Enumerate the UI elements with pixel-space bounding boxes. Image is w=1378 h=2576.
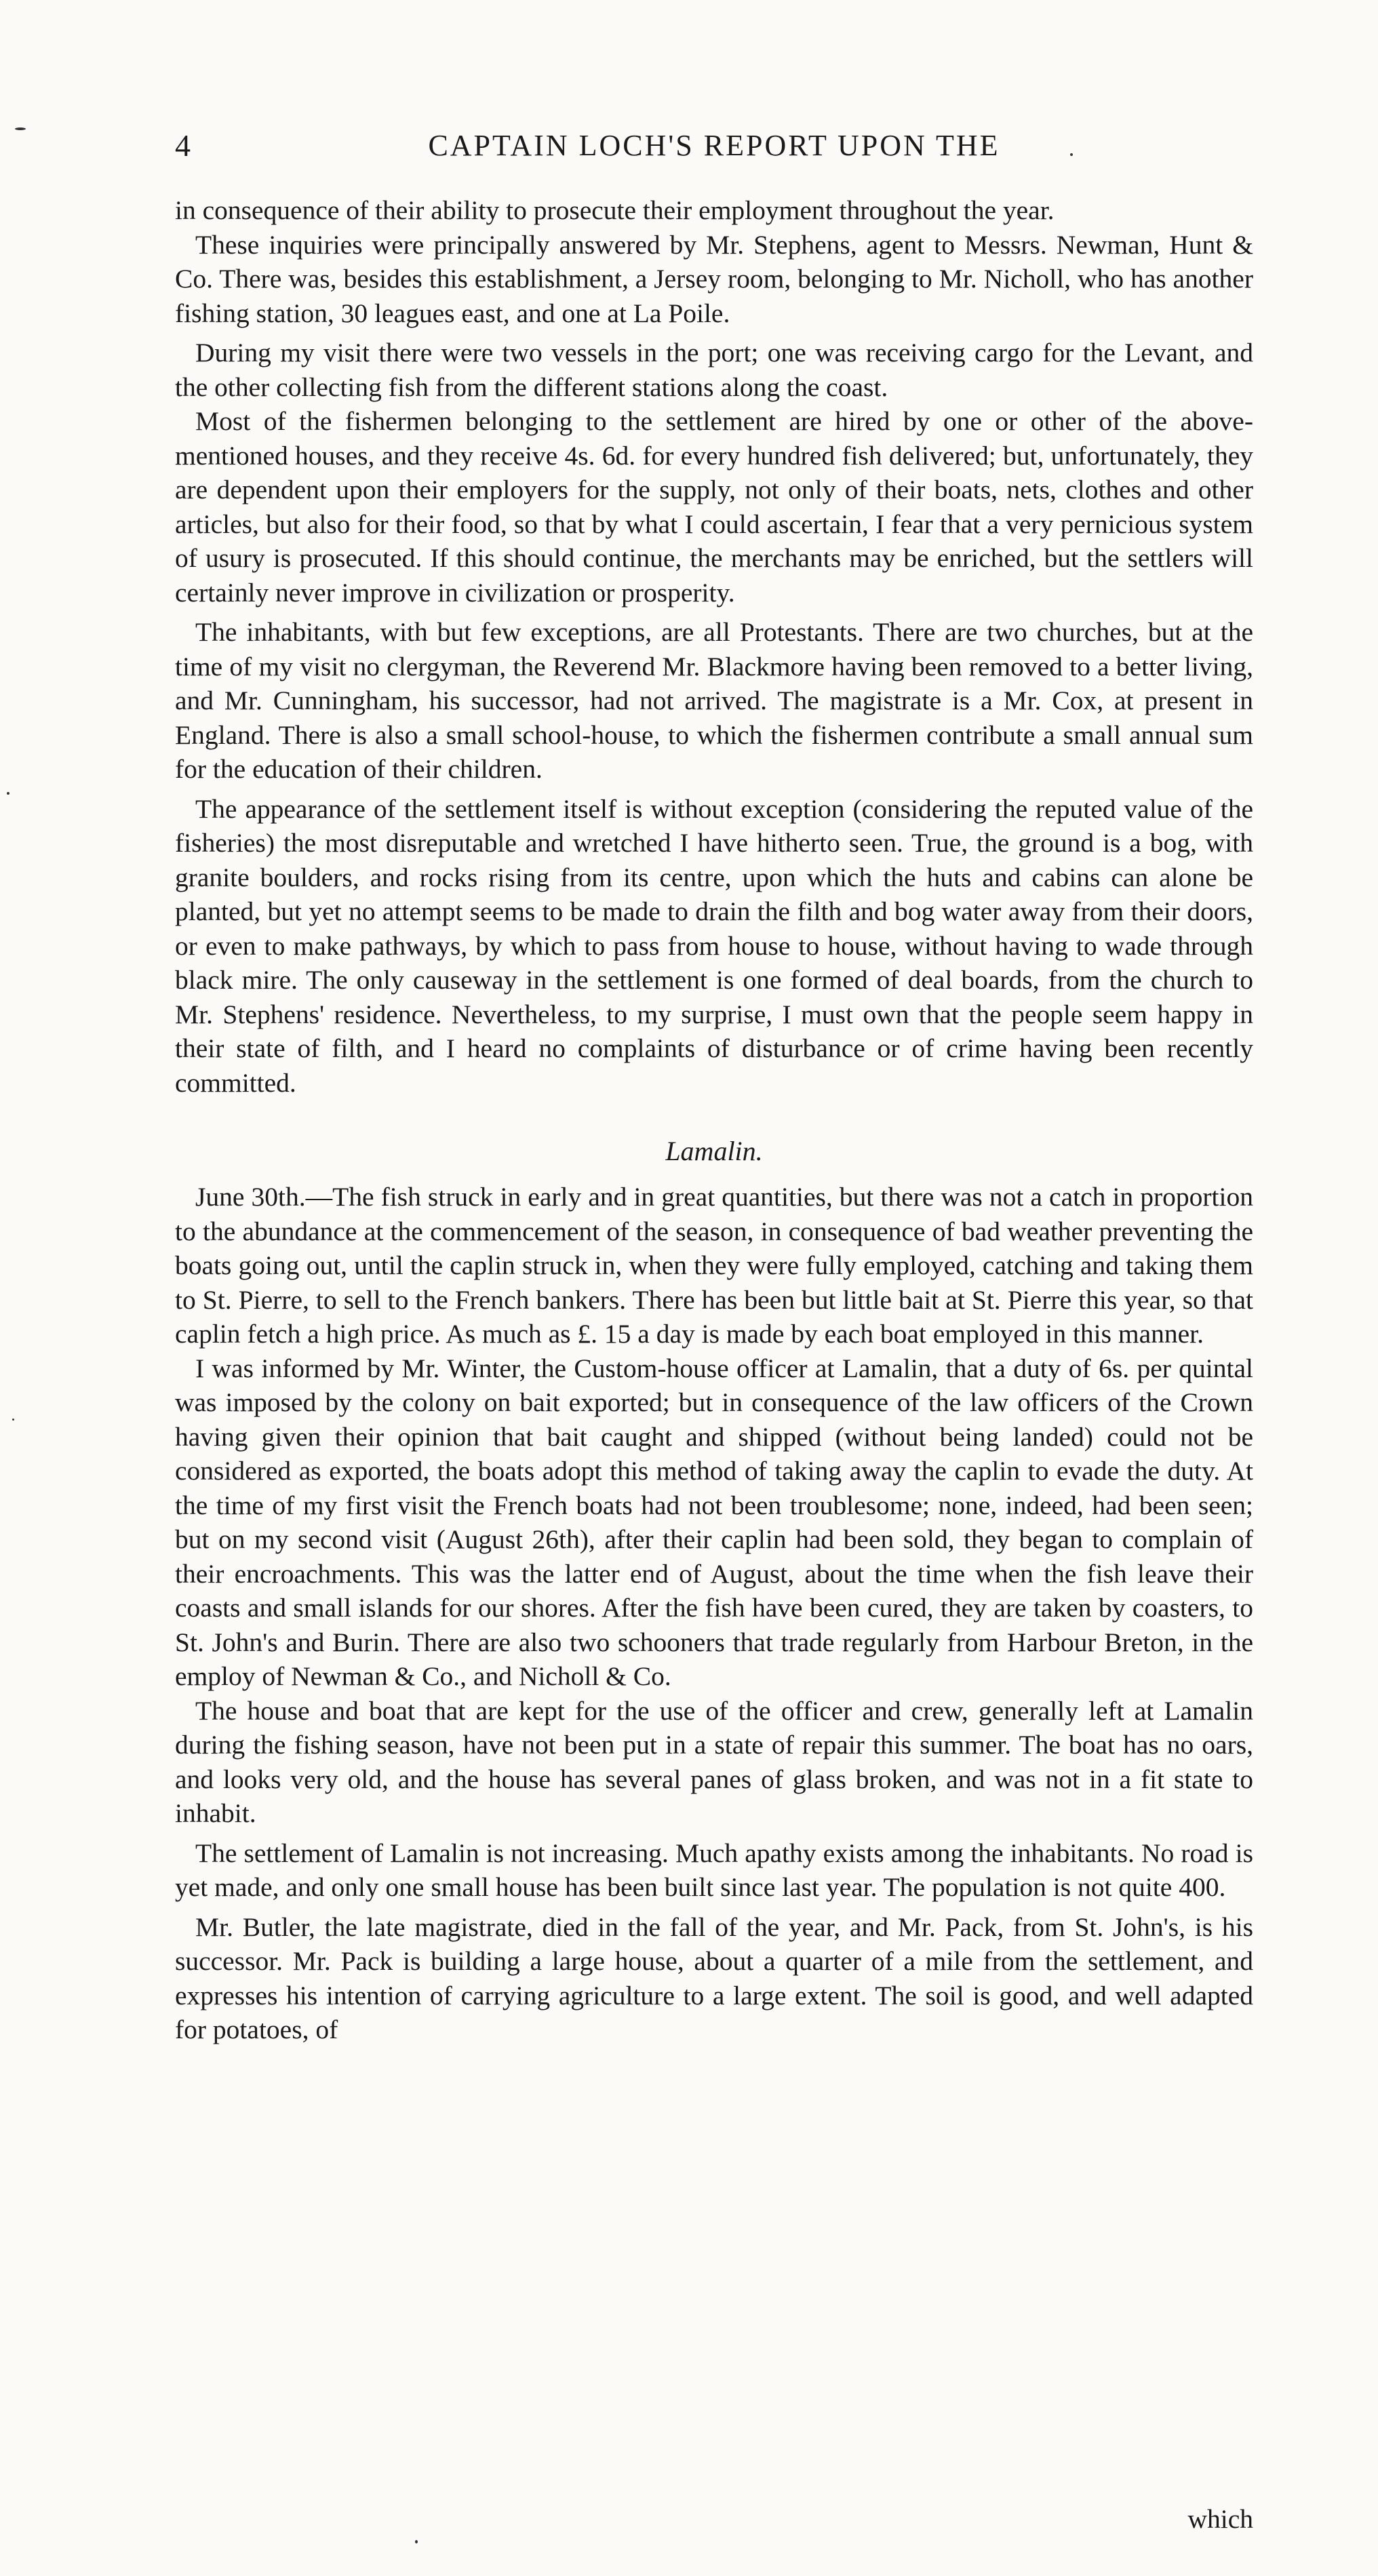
paragraph: During my visit there were two vessels in the port; one was receiving cargo for the Levant, and the other collecting fish from the different stations along the coast. — [175, 338, 1253, 402]
running-title: CAPTAIN LOCH'S REPORT UPON THE — [428, 129, 1000, 162]
paragraph: The settlement of Lamalin is not increasing. Much apathy exists among the inhabitants. No road is yet made, and only one small house has been built since last year. The population is not quite 400. — [175, 1838, 1253, 1902]
paragraph: June 30th.—The fish struck in early and in great quantities, but there was not a catch in proportion to the abundance at the commencement of the season, in consequence of bad weather preventing the boats going out, until the caplin struck in, when they were fully employed, catching and taking them to St. Pierre, to sell to the French bankers. There has been but little bait at St. Pierre this year, so that caplin fetch a high price. As much as £. 15 a day is made by each boat employed in this manner. — [175, 1182, 1253, 1349]
section-heading: Lamalin. — [665, 1136, 763, 1166]
paragraph: The appearance of the settlement itself is without exception (considering the reputed value of the fisheries) the most disreputable and wretched I have hitherto seen. True, the ground is a bog, with granite boulders, and rocks rising from its centre, upon which the huts and cabins can alone be planted, but yet no attempt seems to be made to drain the filth and bog water away from their doors, or even to make pathways, by which to pass from house to house, without having to wade through black mire. The only causeway in the settlement is one formed of deal boards, from the church to Mr. Stephens' residence. Nevertheless, to my surprise, I must own that the people seem happy in their state of filth, and I heard no complaints of disturbance or of crime having been recently committed. — [175, 793, 1253, 1098]
paragraph-continuation: in consequence of their ability to prosecute their employment throughout the year. — [175, 195, 1055, 225]
scan-speck — [15, 127, 26, 130]
scan-speck — [12, 1419, 14, 1421]
scan-speck — [1070, 153, 1073, 156]
paragraph: Mr. Butler, the late magistrate, died in the fall of the year, and Mr. Pack, from St. John's, is his successor. Mr. Pack is building a large house, about a quarter of a mile from the settlement, and expresses his intention of carrying agriculture to a large extent. The soil is good, and well adapted for potatoes, of — [175, 1911, 1253, 2044]
page-header — [175, 122, 1253, 170]
page-number: 4 — [175, 128, 191, 163]
body-text — [175, 193, 1253, 2047]
paragraph: Most of the fishermen belonging to the settlement are hired by one or other of the above-mentioned houses, and they receive 4s. 6d. for every hundred fish delivered; but, unfortunately, they are dependent upon their employers for the supply, not only of their boats, nets, clothes and other articles, but also for their food, so that by what I could ascertain, I fear that a very pernicious system of usury is prosecuted. If this should continue, the merchants may be enriched, but the settlers will certainly never improve in civilization or prosperity. — [175, 406, 1253, 608]
paragraph: The house and boat that are kept for the use of the officer and crew, generally left at Lamalin during the fishing season, have not been put in a state of repair this summer. The boat has no oars, and looks very old, and the house has several panes of glass broken, and was not in a fit state to inhabit. — [175, 1695, 1253, 1828]
scan-speck — [415, 2540, 418, 2543]
paragraph: These inquiries were principally answered by Mr. Stephens, agent to Messrs. Newman, Hunt & Co. There was, besides this establishment, a Jersey room, belonging to Mr. Nicholl, who has another fishing station, 30 leagues east, and one at La Poile. — [175, 229, 1253, 328]
scan-speck — [7, 792, 9, 795]
paragraph: I was informed by Mr. Winter, the Custom-house officer at Lamalin, that a duty of 6s. per quintal was imposed by the colony on bait exported; but in consequence of the law officers of the Crown having given their opinion that bait caught and shipped (without being landed) could not be considered as exported, the boats adopt this method of taking away the caplin to evade the duty. At the time of my first visit the French boats had not been troublesome; none, indeed, had been seen; but on my second visit (August 26th), after their caplin had been sold, they began to complain of their encroachments. This was the latter end of August, about the time when the fish leave their coasts and small islands for our shores. After the fish have been cured, they are taken by coasters, to St. John's and Burin. There are also two schooners that trade regularly from Harbour Breton, in the employ of Newman & Co., and Nicholl & Co. — [175, 1353, 1253, 1691]
catchword: which — [1187, 2504, 1253, 2534]
paragraph: The inhabitants, with but few exceptions, are all Protestants. There are two churches, but at the time of my visit no clergyman, the Reverend Mr. Blackmore having been removed to a better living, and Mr. Cunningham, his successor, had not arrived. The magistrate is a Mr. Cox, at present in England. There is also a small school-house, to which the fishermen contribute a small annual sum for the education of their children. — [175, 617, 1253, 784]
